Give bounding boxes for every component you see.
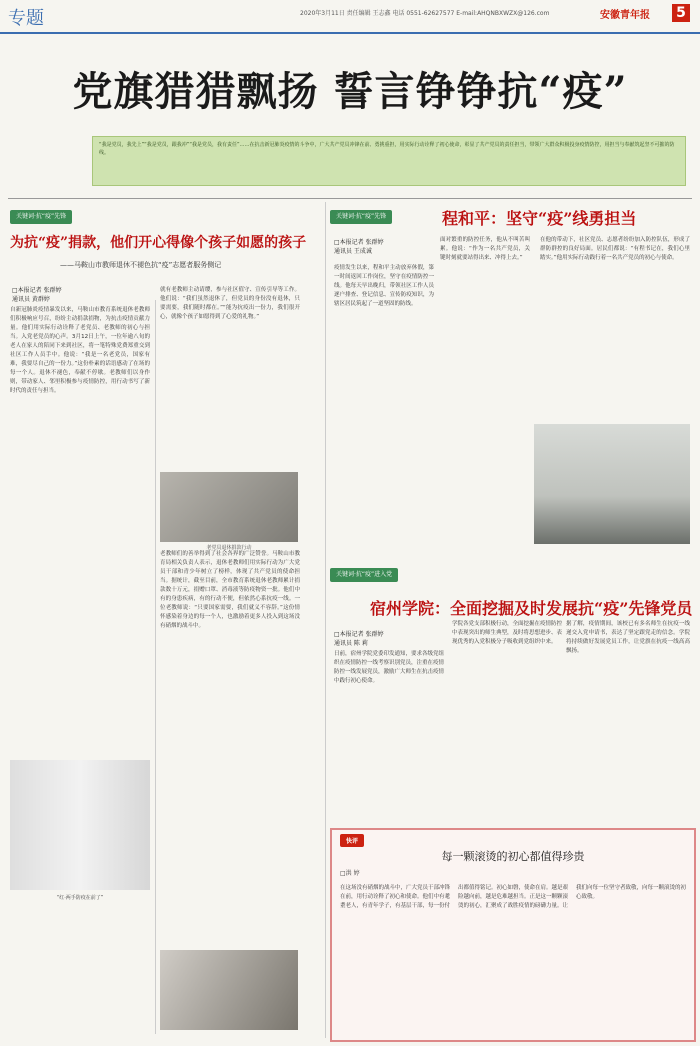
left-article-column: 老教师们的善举得到了社会各界的广泛赞誉。马鞍山市教育局相关负责人表示，退休老教师们用实际行动为广大党员干部和青少年树立了榜样，体现了共产党员的使命担当。据统计，截至目前，全市教育系统退休老教师累计捐款数十万元，捐赠口罩、消毒液等防疫物资一批。他们中有的身患疾病，有的行动不便，但依然心系抗疫一线。一位老教师说：“只要国家需要，我们就义不容辞。”这份情怀感染着身边的每一个人，也激励着更多人投入到这场没有硝烟的战斗中。 <box>160 551 300 629</box>
keyword-tag: 关键词·抗“疫”先锋 <box>330 210 392 224</box>
left-article-title: 为抗“疫”捐款，他们开心得像个孩子如愿的孩子 <box>10 235 307 251</box>
editorial-box <box>330 828 696 1042</box>
right-article-column: 在他的带动下，社区党员、志愿者纷纷加入防控队伍，形成了群防群控的良好局面。居民们都说：“有程书记在，我们心里踏实。”他用实际行动践行着一名共产党员的初心与使命。 <box>540 237 690 261</box>
left-article-byline: □本报记者 张群婷 通讯员 黄群婷 <box>12 287 62 303</box>
column-divider <box>325 202 326 1038</box>
right-article-column: 据了解，疫情期间，该校已有多名师生在抗疫一线递交入党申请书，表达了坚定跟党走的信念。学院将持续做好发展党员工作，让党旗在抗疫一线高高飘扬。 <box>566 621 690 654</box>
quote-box <box>92 136 686 186</box>
editorial-badge: 快评 <box>340 834 364 847</box>
editorial-title: 每一颗滚烫的初心都值得珍贵 <box>441 850 585 863</box>
page-headline: 党旗猎猎飘扬 誓言铮铮抗“疫” <box>72 68 628 115</box>
left-article-column: 就有老教师主动请缨，参与社区值守、宣传引导等工作。他们说：“我们虽然退休了，但党员的身份没有退休，只要需要，我们随时都在。”“能为抗疫出一份力，我们很开心，就像个孩子如愿得到了心爱的礼物。” <box>160 287 300 320</box>
photo-caption: 老党员退休捐款行动 <box>206 545 252 551</box>
right-article-title: 程和平：坚守“疫”线勇担当 <box>442 209 637 228</box>
page-header <box>0 0 700 34</box>
header-info: 2020年3月11日 责任编辑 王志鑫 电话 0551-62627577 E-mail:AHQNBXWZX@126.com <box>300 10 550 17</box>
right-article-byline: □本报记者 张群婷 通讯员 王成诚 <box>334 239 384 255</box>
editorial-author: □洪 婷 <box>340 870 360 877</box>
right-article-column: 日前，宿州学院党委印发通知，要求各级党组织在疫情防控一线考察识别党员，注重在疫情防控一线发展党员，激励广大师生在抗击疫情中践行初心使命。 <box>334 651 444 684</box>
quote-text: “我是党员，我先上”“我是党员，跟我冲”“我是党员，我有责任”……在抗击新冠肺炎疫情的斗争中，广大共产党员冲锋在前、勇挑重担，用实际行动诠释了初心使命，彰显了共产党员的责任担当，带领广大群众积极投身疫情防控，用担当与奉献筑起坚不可摧的防线。 <box>99 142 675 156</box>
right-article-column: 面对繁重的防控任务，他从不叫苦叫累。他说：“作为一名共产党员，关键时刻就要站得出来、冲得上去。” <box>440 237 530 261</box>
right-article-column: 学院各党支部积极行动，全面挖掘在疫情防控中表现突出的师生典型，及时将思想进步、表现优秀的入党积极分子吸收到党组织中来。 <box>452 621 562 645</box>
article-photo <box>10 760 150 890</box>
right-article-column: 疫情发生以来，程和平主动放弃休假，第一时间返回工作岗位，坚守在疫情防控一线。他每天早出晚归，带领社区工作人员逐户排查、登记信息、宣传防疫知识，为辖区居民筑起了一道坚固的防线。 <box>334 265 434 307</box>
left-article-subtitle: ——马鞍山市教师退休不褪色抗“疫”志愿者服务侧记 <box>60 261 222 269</box>
keyword-tag: 关键词·抗“疫”进入党 <box>330 568 398 582</box>
left-article-column: 自新冠肺炎疫情暴发以来，马鞍山市教育系统退休老教师们积极响应号召，纷纷主动捐款捐物，为抗击疫情贡献力量。他们用实际行动诠释了老党员、老教师的初心与担当。入党老党员的心声。3月12日上午，一位年逾八旬的老人在家人的陪同下来到社区，将一笔特殊党费郑重交到社区工作人员手中。他说：“我是一名老党员，国家有难，我要尽自己的一份力。”这份朴素的话语感动了在场的每一个人。退休不褪色，奉献不停歇。老教师们以身作则，带动家人、邻里积极参与疫情防控，用行动书写了新时代的责任与担当。 <box>10 307 150 394</box>
column-divider <box>155 300 156 1034</box>
divider <box>8 198 692 199</box>
keyword-tag: 关键词·抗“疫”先锋 <box>10 210 72 224</box>
article-photo <box>160 950 298 1030</box>
right-article-title: 宿州学院：全面挖掘及时发展抗“疫”先锋党员 <box>370 599 693 618</box>
article-photo <box>160 472 298 542</box>
section-label: 专题 <box>8 8 44 29</box>
page-number: 5 <box>672 4 690 22</box>
editorial-text: 在这场没有硝烟的战斗中，广大党员干部冲锋在前，用行动诠释了初心和使命。他们中有耄耋老人，有青年学子，有基层干部，每一份付出都值得铭记。初心如磐，使命在肩。越是艰险越向前，越是危难越担当。正是这一颗颗滚烫的初心，汇聚成了战胜疫情的磅礴力量。让我们向每一位坚守者致敬，向每一颗滚烫的初心致敬。 <box>340 885 686 909</box>
right-article-byline: □本报记者 张群婷 通讯员 陈 莉 <box>334 631 384 647</box>
article-photo <box>534 424 690 544</box>
paper-logo: 安徽青年报 <box>600 10 650 21</box>
photo-caption: “红·两手防疫在前了” <box>56 895 104 901</box>
